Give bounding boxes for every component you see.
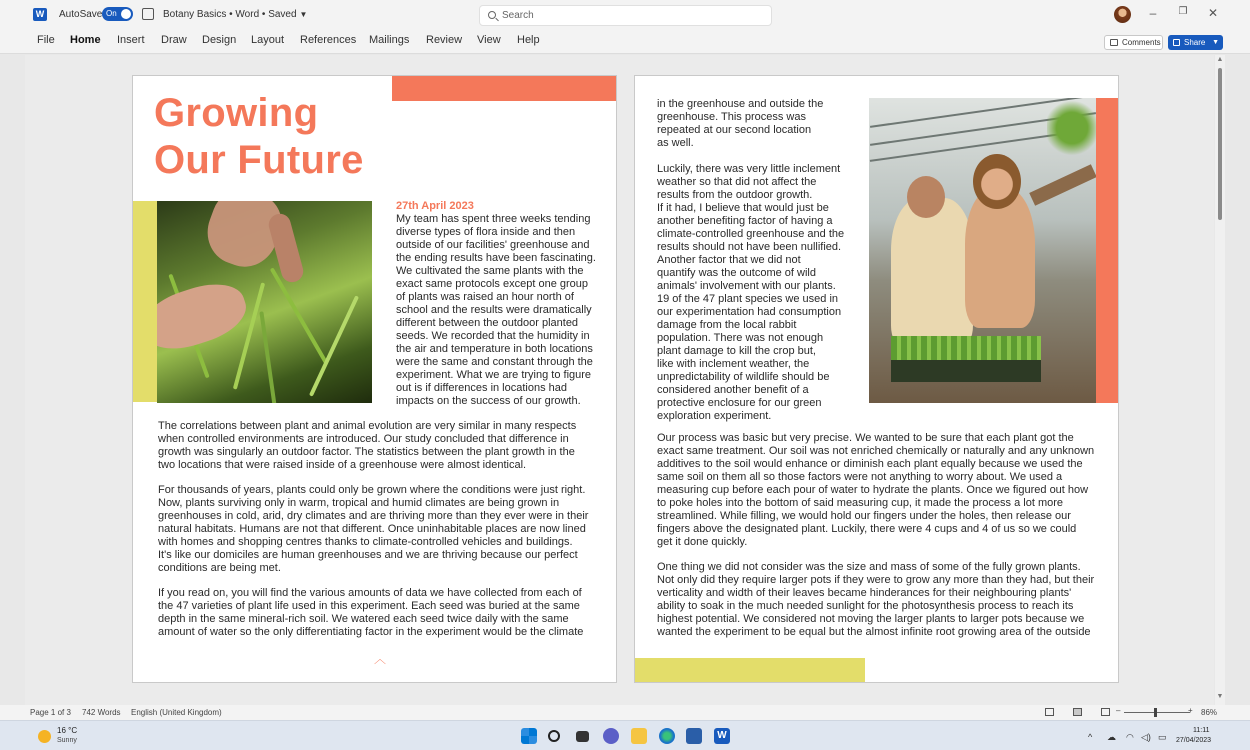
text-line: results from the outdoor growth. (657, 189, 813, 201)
title-bar (0, 0, 1250, 30)
file-explorer-icon[interactable] (631, 728, 647, 744)
text-line: exploration experiment. (657, 410, 772, 422)
text-line: verticality and width of their leaves became hinderances for their neighbouring plants' (657, 587, 1072, 599)
volume-icon[interactable]: ◁) (1141, 732, 1151, 742)
tab-insert[interactable]: Insert (117, 34, 145, 46)
text-line: the ending results have been fascinating. (396, 252, 596, 264)
text-line: when controlled environments are introduced. Our study concluded that difference in (158, 433, 569, 445)
tab-layout[interactable]: Layout (251, 34, 285, 46)
scroll-down-icon[interactable]: ▼ (1216, 693, 1224, 700)
language-status[interactable]: English (United Kingdom) (131, 708, 222, 717)
decorative-band (133, 201, 158, 402)
text-line: out is if differences in locations had (396, 382, 568, 394)
document-title[interactable] (163, 9, 307, 20)
text-line: were the same and constant through the (396, 356, 593, 368)
text-line: diverse types of flora inside and then (396, 226, 576, 238)
person-head (973, 154, 1021, 209)
share-button[interactable] (1168, 35, 1223, 50)
text-line: the air and temperature in both locations (396, 343, 593, 355)
taskbar (0, 720, 1250, 750)
share-icon (1173, 39, 1180, 46)
body-paragraph[interactable] (657, 432, 1094, 549)
text-line: seeds. We recorded that the humidity in (396, 330, 590, 342)
text-line: If you read on, you will find the various amounts of data we have collected from each of (158, 587, 582, 599)
chevron-up-icon[interactable]: ︿ (374, 652, 387, 666)
ribbon-tabs (0, 30, 1250, 54)
hands-grass-image[interactable] (157, 201, 372, 403)
text-line: school and the results were dramatically (396, 304, 592, 316)
text-line: 19 of the 47 plant species we used in (657, 293, 839, 305)
decorative-band (635, 658, 865, 683)
tab-home[interactable]: Home (70, 34, 101, 46)
edge-browser-icon[interactable] (659, 728, 675, 744)
tab-draw[interactable]: Draw (161, 34, 187, 46)
text-line: unpredictability of wildlife should be (657, 371, 830, 383)
text-line: to poke holes into the bottom of said measuring cup, it made the process a lot more (657, 497, 1064, 509)
save-icon[interactable] (142, 8, 154, 20)
autosave-toggle[interactable] (102, 7, 133, 21)
zoom-level[interactable]: 86% (1201, 708, 1218, 717)
text-line: outside of our facilities' greenhouse and (396, 239, 590, 251)
text-line: the 47 varieties of plant life used in this experiment. Each seed was buried at the same (158, 600, 580, 612)
text-line: streamlined. While filling, we would hold our fingers under the holes, then release our (657, 510, 1071, 522)
decorative-band (392, 76, 617, 101)
search-icon[interactable] (548, 730, 560, 742)
text-line: animals' involvement with our plants. (657, 280, 836, 292)
text-line: measuring cup before each pour of water to hydrate the plants. Once we figured out how (657, 484, 1089, 496)
text-line: Luckily, there was very little inclement (657, 163, 841, 175)
chevron-down-icon: ▼ (299, 10, 308, 19)
text-line: wanted the experiment to be equal but the almost infinite root growing area of the outside (657, 626, 1091, 638)
person-head (907, 176, 945, 218)
clock-time[interactable]: 11:11 (1193, 727, 1210, 734)
body-paragraph[interactable] (657, 561, 1094, 639)
search-input[interactable] (479, 5, 772, 26)
column-paragraph[interactable] (657, 163, 844, 423)
body-paragraph[interactable] (158, 484, 588, 575)
comments-button[interactable] (1104, 35, 1163, 50)
column-paragraph[interactable] (657, 98, 823, 150)
tab-mailings[interactable]: Mailings (369, 34, 410, 46)
word-app-icon[interactable]: W (33, 8, 47, 21)
task-view-icon[interactable] (576, 731, 589, 742)
text-line: exact same treatment. Our soil was not enriched chemically or naturally and any unknown (657, 445, 1095, 457)
text-line: greenhouse. This process was (657, 111, 806, 123)
store-icon[interactable] (686, 728, 702, 744)
chevron-up-icon[interactable]: ^ (1088, 732, 1093, 742)
tab-review[interactable]: Review (426, 34, 463, 46)
text-line: results should not have been nullified. (657, 241, 842, 253)
text-line: climate-controlled greenhouse and the (657, 228, 845, 240)
tab-help[interactable]: Help (517, 34, 540, 46)
text-line: greenhouses in cold, arid, dry climates and are thriving more than they ever were in their (158, 510, 589, 522)
text-line: different between the outdoor planted (396, 317, 579, 329)
toggle-knob (121, 9, 131, 19)
grass-blade (270, 267, 328, 364)
battery-icon[interactable]: ▭ (1158, 732, 1167, 742)
decorative-band (1096, 98, 1119, 403)
print-layout-icon[interactable] (1073, 708, 1082, 716)
text-line: It's like our domiciles are human greenhouses and we are thriving because our perfect (158, 549, 578, 561)
tab-view[interactable]: View (477, 34, 501, 46)
text-line: conditions are being met. (158, 562, 281, 574)
cloud-icon[interactable]: ☁ (1107, 732, 1116, 742)
text-line: additives to the soil would enhance or diminish each plant equally because we used the (657, 458, 1083, 470)
scrollbar-thumb[interactable] (1218, 68, 1222, 220)
greenhouse-beam (870, 132, 1068, 162)
text-line: highest potential. We considered not moving the larger plants to larger pots because we (657, 613, 1085, 625)
document-page-2[interactable] (634, 75, 1119, 683)
plant-shape (1047, 98, 1097, 158)
chevron-down-icon[interactable]: ▼ (1212, 39, 1219, 46)
zoom-slider[interactable] (1124, 712, 1190, 713)
text-line: Now, plants surviving only in warm, tropical and humid climates are being grown in (158, 497, 560, 509)
text-line: with homes and shopping centres thanks to climate-controlled vehicles and buildings. (158, 536, 573, 548)
person-shape (891, 198, 973, 348)
page-count[interactable]: Page 1 of 3 (30, 708, 71, 717)
text-line: protective enclosure for our green (657, 397, 822, 409)
clock-date[interactable]: 27/04/2023 (1176, 737, 1212, 744)
text-line: experiment. What we are trying to figure (396, 369, 592, 381)
text-line: population. There was not enough (657, 332, 824, 344)
status-bar (0, 705, 1250, 720)
text-line: our experimentation had consumption (657, 306, 842, 318)
text-line: damage from the local rabbit (657, 319, 797, 331)
tab-file[interactable]: File (37, 34, 55, 46)
search-icon (488, 11, 496, 19)
avatar[interactable] (1114, 6, 1131, 23)
text-line: growth was singularly an outdoor factor. The statistics between the plant growth in the (158, 446, 575, 458)
body-paragraph[interactable] (158, 420, 576, 472)
text-line: two locations that were raised inside of a greenhouse were almost identical. (158, 459, 527, 471)
text-line: same soil on them all so those factors were not anything to worry about. We used a (657, 471, 1063, 483)
text-line: Another factor that we did not (657, 254, 801, 266)
word-taskbar-icon[interactable]: W (714, 728, 730, 744)
restore-icon[interactable]: ❐ (1178, 6, 1188, 17)
article-date: 27th April 2023 (396, 200, 474, 212)
word-count[interactable]: 742 Words (82, 708, 121, 717)
text-line: like with inclement weather, the (657, 358, 810, 370)
person-shape (965, 188, 1035, 328)
text-line: weather so that did not affect the (657, 176, 817, 188)
share-label: Share (1184, 38, 1206, 47)
text-line: Not only did they require larger pots if they were to grow any more than they had, but their (657, 574, 1095, 586)
zoom-out-icon[interactable]: – (1116, 706, 1121, 715)
sun-icon[interactable] (38, 730, 51, 743)
weather-description[interactable]: Sunny (57, 737, 77, 744)
body-paragraph[interactable] (158, 587, 583, 639)
headline-line-1: Growing (154, 91, 319, 135)
text-line: My team has spent three weeks tending (396, 213, 591, 225)
text-line: fingers above the designated plant. Luckily, there were 4 cups and 4 of us so we could (657, 523, 1077, 535)
text-line: get it done quickly. (657, 536, 748, 548)
text-line: considered another benefit of a (657, 384, 809, 396)
text-line: of plants was raised an hour north of (396, 291, 574, 303)
comments-label: Comments (1122, 38, 1161, 47)
weather-temperature[interactable]: 16 °C (57, 726, 78, 735)
text-line: in the greenhouse and outside the (657, 98, 824, 110)
text-line: If it had, I believe that would just be (657, 202, 829, 214)
text-line: ability to soak in the much needed sunlight for the photosynthesis process to reach its (657, 600, 1074, 612)
text-line: For thousands of years, plants could only be grown where the conditions were just right. (158, 484, 586, 496)
web-layout-icon[interactable] (1101, 708, 1110, 716)
seedling-tray (891, 360, 1041, 382)
text-line: We cultivated the same plants with the (396, 265, 584, 277)
close-icon[interactable]: ✕ (1207, 6, 1219, 20)
page-title[interactable] (154, 90, 364, 184)
text-line: One thing we did not consider was the size and mass of some of the fully grown plants. (657, 561, 1081, 573)
autosave-label: AutoSave (59, 9, 103, 20)
document-title-text: Botany Basics • Word • Saved (163, 9, 297, 20)
tab-references[interactable]: References (300, 34, 357, 46)
hand-shape (157, 274, 253, 359)
wifi-icon[interactable]: ◠ (1126, 732, 1134, 742)
text-line: plant damage to kill the crop but, (657, 345, 816, 357)
side-paragraph[interactable] (396, 213, 596, 408)
minimize-icon[interactable]: – (1149, 6, 1157, 20)
greenhouse-couple-image[interactable] (869, 98, 1097, 403)
text-line: Our process was basic but very precise. We wanted to be sure that each plant got the (657, 432, 1074, 444)
autosave-state: On (106, 9, 117, 18)
tab-design[interactable]: Design (202, 34, 237, 46)
text-line: impacts on the success of our growth. (396, 395, 581, 407)
scroll-up-icon[interactable]: ▲ (1216, 56, 1224, 63)
search-placeholder: Search (502, 10, 534, 21)
headline-line-2: Our Future (154, 138, 364, 182)
text-line: as well. (657, 137, 694, 149)
text-line: exact same protocols except one group (396, 278, 589, 290)
text-line: natural habitats. Humans are not that different. Once uninhabitable places are now lined (158, 523, 586, 535)
text-line: another benefiting factor of having a (657, 215, 833, 227)
zoom-slider-thumb[interactable] (1154, 708, 1157, 717)
text-line: repeated at our second location (657, 124, 812, 136)
text-line: depth in the same mineral-rich soil. We watered each seed twice daily with the same (158, 613, 569, 625)
read-mode-icon[interactable] (1045, 708, 1054, 716)
grass-blade (259, 311, 278, 403)
text-line: quantify was the outcome of wild (657, 267, 816, 279)
text-line: amount of water so the only differentiating factor in the experiment would be the climate (158, 626, 584, 638)
comment-icon (1110, 39, 1118, 46)
zoom-in-icon[interactable]: + (1188, 706, 1193, 715)
text-line: The correlations between plant and animal evolution are very similar in many respects (158, 420, 577, 432)
shelf-shape (1029, 164, 1097, 205)
windows-start-icon[interactable] (521, 728, 537, 744)
document-page-1[interactable] (132, 75, 617, 683)
chat-icon[interactable] (603, 728, 619, 744)
